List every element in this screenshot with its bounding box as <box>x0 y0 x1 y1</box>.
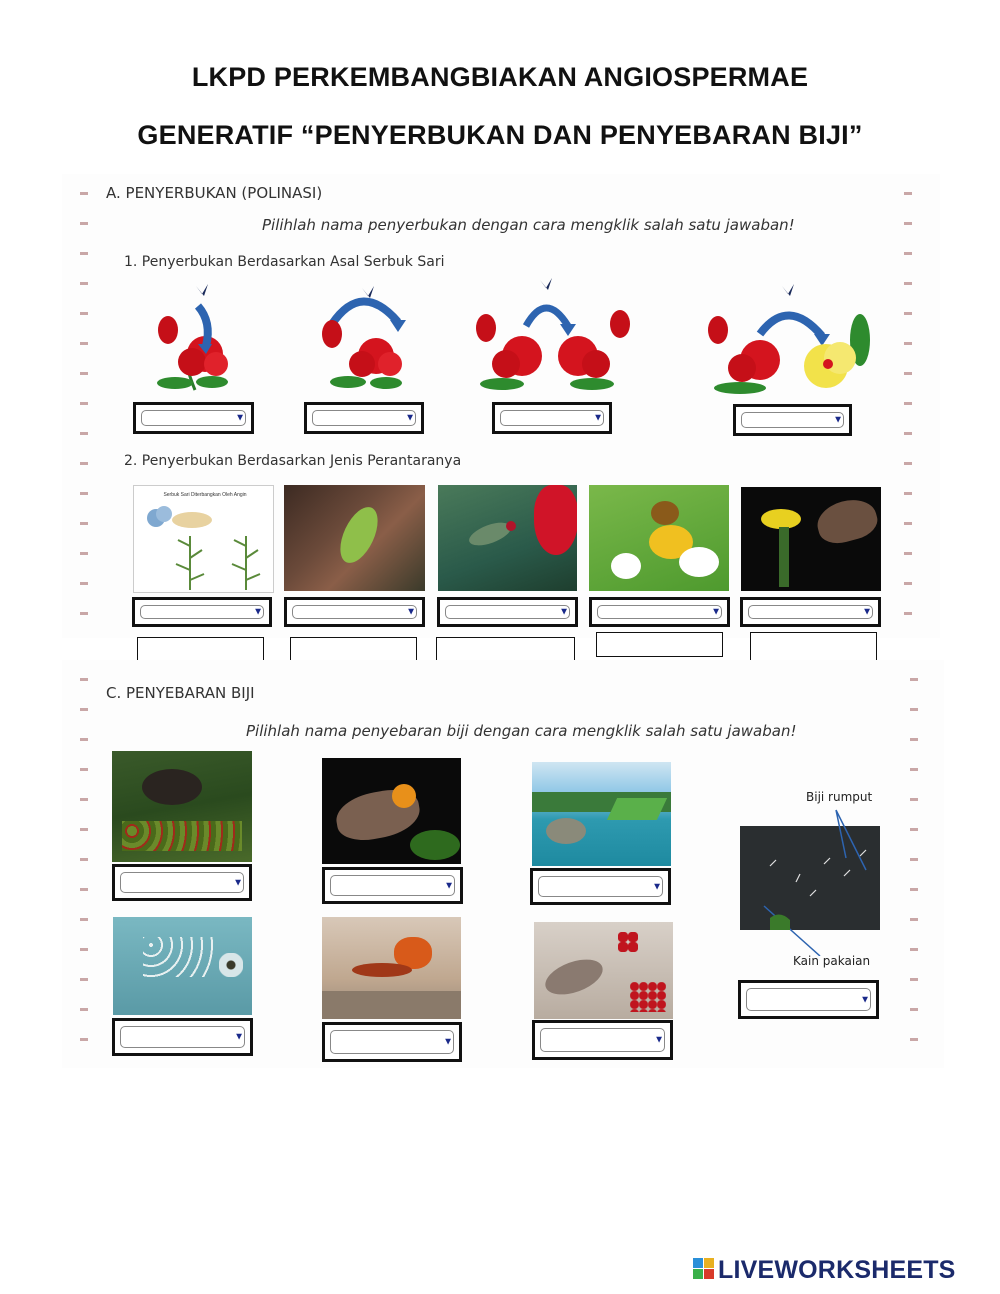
q2-text-answer-4[interactable] <box>596 632 723 657</box>
chevron-down-icon: ▼ <box>444 880 454 891</box>
chevron-down-icon: ▼ <box>652 881 662 892</box>
q2-answer-dropdown-4[interactable] <box>589 597 730 627</box>
chevron-down-icon: ▼ <box>406 606 416 618</box>
hibiscus-neighbor-pollination-icon <box>318 278 412 394</box>
question-1-label: 1. Penyerbukan Berdasarkan Asal Serbuk Sari <box>124 254 445 270</box>
q2-text-answer-3[interactable] <box>436 637 575 662</box>
hibiscus-self-pollination-icon <box>150 278 240 394</box>
chevron-down-icon: ▼ <box>235 412 245 424</box>
c-answer-dropdown-5[interactable] <box>112 1018 253 1056</box>
q2-answer-dropdown-5[interactable] <box>740 597 881 627</box>
civet-photo-icon <box>112 751 252 862</box>
seed-label: Biji rumput <box>806 790 873 804</box>
chevron-down-icon: ▼ <box>860 994 870 1005</box>
bird-berries-photo-icon <box>534 922 673 1019</box>
section-a-heading: A. PENYERBUKAN (POLINASI) <box>106 184 323 202</box>
decorative-border-right <box>904 178 912 634</box>
bat-fruit-photo-icon <box>322 758 461 864</box>
q1-answer-dropdown-2[interactable] <box>304 402 424 434</box>
worksheet-title-line-2: GENERATIF “PENYERBUKAN DAN PENYEBARAN BIJI” <box>137 120 863 150</box>
chevron-down-icon: ▼ <box>862 606 872 618</box>
q2-answer-dropdown-1[interactable] <box>132 597 272 627</box>
section-c-instruction: Pilihlah nama penyebaran biji dengan cara mengklik salah satu jawaban! <box>246 722 797 740</box>
c-answer-dropdown-2[interactable] <box>322 867 463 904</box>
cloth-label: Kain pakaian <box>793 954 871 968</box>
liveworksheets-logo-icon <box>693 1258 715 1280</box>
chevron-down-icon: ▼ <box>593 412 603 424</box>
q2-answer-dropdown-3[interactable] <box>437 597 578 627</box>
q2-text-answer-5[interactable] <box>750 632 877 662</box>
hummingbird-photo-icon <box>438 485 577 591</box>
liveworksheets-brand[interactable]: LIVEWORKSHEETS <box>718 1256 956 1284</box>
q2-answer-dropdown-2[interactable] <box>284 597 425 627</box>
dandelion-wind-photo-icon <box>113 917 252 1015</box>
worksheet-title-line-1: LKPD PERKEMBANGBIAKAN ANGIOSPERMAE <box>191 62 809 92</box>
hibiscus-cross-pollination-icon <box>474 276 636 396</box>
chevron-down-icon: ▼ <box>711 606 721 618</box>
hand-pollination-photo-icon <box>284 485 425 591</box>
chevron-down-icon: ▼ <box>234 1031 244 1043</box>
chevron-down-icon: ▼ <box>443 1036 453 1048</box>
decorative-border-left <box>80 178 88 634</box>
chevron-down-icon: ▼ <box>654 1034 664 1046</box>
q1-answer-dropdown-3[interactable] <box>492 402 612 434</box>
chevron-down-icon: ▼ <box>253 606 263 618</box>
decorative-border-right <box>910 664 918 1064</box>
chevron-down-icon: ▼ <box>833 414 843 426</box>
wind-pollination-diagram-icon <box>133 485 274 593</box>
hibiscus-bastard-pollination-icon <box>700 280 880 398</box>
c-answer-dropdown-1[interactable] <box>112 864 252 901</box>
c-answer-dropdown-6[interactable] <box>322 1022 462 1062</box>
section-c-heading: C. PENYEBARAN BIJI <box>106 684 255 702</box>
bat-photo-icon <box>741 487 881 591</box>
c-answer-dropdown-7[interactable] <box>532 1020 673 1060</box>
chevron-down-icon: ▼ <box>233 877 243 888</box>
q1-answer-dropdown-1[interactable] <box>133 402 254 434</box>
question-2-label: 2. Penyerbukan Berdasarkan Jenis Perantaranya <box>124 453 462 469</box>
chevron-down-icon: ▼ <box>559 606 569 618</box>
c-answer-dropdown-3[interactable] <box>530 868 671 905</box>
chevron-down-icon: ▼ <box>405 412 415 424</box>
decorative-border-left <box>80 664 88 1064</box>
section-a-instruction: Pilihlah nama penyerbukan dengan cara mengklik salah satu jawaban! <box>262 216 795 234</box>
ant-photo-icon <box>322 917 461 1019</box>
c-answer-dropdown-4[interactable] <box>738 980 879 1019</box>
wind-diagram-caption: Serbuk Sari Diterbangkan Oleh Angin <box>163 492 247 498</box>
q1-answer-dropdown-4[interactable] <box>733 404 852 436</box>
bee-photo-icon <box>589 485 729 591</box>
grass-seed-cloth-photo-icon <box>740 806 880 956</box>
coconut-water-photo-icon <box>532 762 671 866</box>
